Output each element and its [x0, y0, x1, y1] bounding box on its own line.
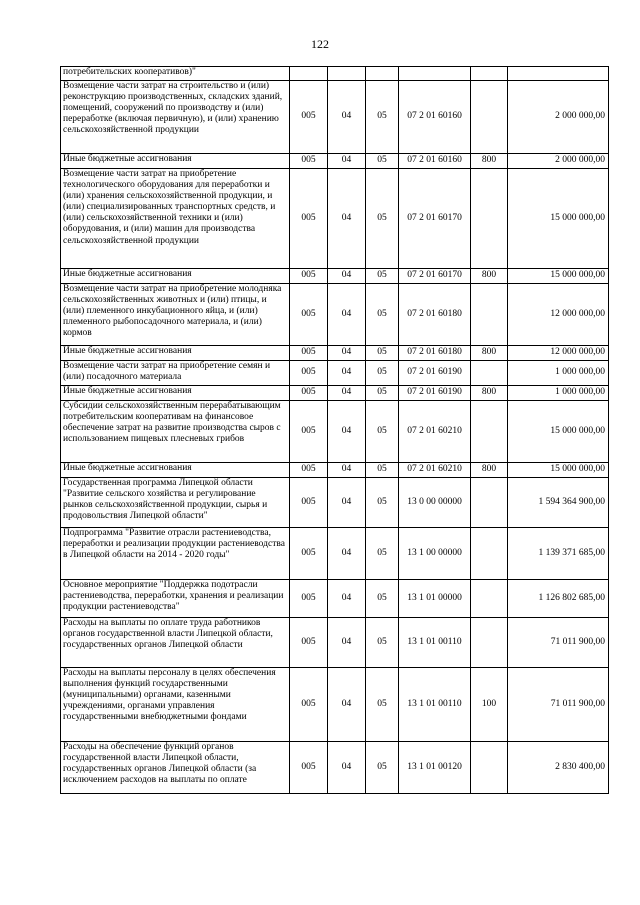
subsection-code: 05 [366, 154, 399, 169]
ministry-code: 005 [290, 361, 328, 386]
table-row [61, 478, 609, 528]
row-name: Подпрограмма "Развитие отрасли растениеводства, переработки и реализации продукции растениеводства в Липецкой области на 2014 - 2020 годы" [61, 528, 290, 580]
ministry-code: 005 [290, 528, 328, 580]
expense-type-code [471, 580, 508, 618]
expense-type-code [471, 67, 508, 81]
subsection-code: 05 [366, 284, 399, 346]
amount: 12 000 000,00 [508, 284, 609, 346]
amount: 1 126 802 685,00 [508, 580, 609, 618]
ministry-code: 005 [290, 269, 328, 284]
table-row [61, 269, 609, 284]
target-code [399, 67, 471, 81]
table-row [61, 361, 609, 386]
subsection-code: 05 [366, 478, 399, 528]
target-code: 13 1 01 00000 [399, 580, 471, 618]
amount: 12 000 000,00 [508, 346, 609, 361]
subsection-code: 05 [366, 81, 399, 154]
row-name: Иные бюджетные ассигнования [61, 154, 290, 169]
page-number: 122 [311, 37, 329, 51]
section-code: 04 [328, 269, 366, 284]
target-code: 13 0 00 00000 [399, 478, 471, 528]
target-code: 07 2 01 60190 [399, 386, 471, 401]
table-row [61, 81, 609, 154]
expense-type-code [471, 742, 508, 794]
target-code: 13 1 01 00110 [399, 668, 471, 742]
amount: 1 000 000,00 [508, 386, 609, 401]
section-code: 04 [328, 81, 366, 154]
ministry-code: 005 [290, 618, 328, 668]
amount [508, 67, 609, 81]
ministry-code: 005 [290, 284, 328, 346]
table-row [61, 67, 609, 81]
section-code: 04 [328, 528, 366, 580]
table-row [61, 618, 609, 668]
subsection-code [366, 67, 399, 81]
expense-type-code [471, 401, 508, 463]
row-name: Возмещение части затрат на приобретение технологического оборудования для переработки и (или) хранения сельскохозяйственной продукции, и (или) специализированных транспортных средств, и (или) сельскохозяйственной техники и (или) оборудования, и (или) машин для производства сельскохозяйственной продукции [61, 169, 290, 269]
amount: 71 011 900,00 [508, 618, 609, 668]
ministry-code: 005 [290, 346, 328, 361]
subsection-code: 05 [366, 742, 399, 794]
subsection-code: 05 [366, 269, 399, 284]
amount: 15 000 000,00 [508, 401, 609, 463]
expense-type-code: 800 [471, 463, 508, 478]
subsection-code: 05 [366, 580, 399, 618]
row-name: Расходы на обеспечение функций органов государственной власти Липецкой области, государственных органов Липецкой области (за исключением расходов на выплаты по оплате [61, 742, 290, 794]
expense-type-code: 800 [471, 269, 508, 284]
target-code: 07 2 01 60180 [399, 346, 471, 361]
table-row [61, 346, 609, 361]
row-name: потребительских кооперативов)" [61, 67, 290, 81]
amount: 2 000 000,00 [508, 81, 609, 154]
subsection-code: 05 [366, 361, 399, 386]
section-code: 04 [328, 463, 366, 478]
amount: 71 011 900,00 [508, 668, 609, 742]
target-code: 07 2 01 60170 [399, 269, 471, 284]
amount: 1 594 364 900,00 [508, 478, 609, 528]
row-name: Возмещение части затрат на строительство и (или) реконструкцию производственных, складских зданий, помещений, сооружений по производству и (или) переработке (включая первичную), и (или) хранению сельскохозяйственной продукции [61, 81, 290, 154]
budget-table-body [61, 67, 609, 794]
target-code: 07 2 01 60180 [399, 284, 471, 346]
row-name: Государственная программа Липецкой области "Развитие сельского хозяйства и регулирование рынков сельскохозяйственной продукции, сырья и продовольствия Липецкой области" [61, 478, 290, 528]
target-code: 07 2 01 60170 [399, 169, 471, 269]
target-code: 07 2 01 60190 [399, 361, 471, 386]
amount: 2 830 400,00 [508, 742, 609, 794]
table-row [61, 154, 609, 169]
subsection-code: 05 [366, 618, 399, 668]
row-name: Возмещение части затрат на приобретение молодняка сельскохозяйственных животных и (или) птицы, и (или) племенного инкубационного яйца, и (или) племенного рыбопосадочного материала, и (или) кормов [61, 284, 290, 346]
table-row [61, 284, 609, 346]
ministry-code: 005 [290, 742, 328, 794]
subsection-code: 05 [366, 169, 399, 269]
table-row [61, 386, 609, 401]
table-row [61, 463, 609, 478]
row-name: Иные бюджетные ассигнования [61, 346, 290, 361]
section-code: 04 [328, 361, 366, 386]
table-row [61, 742, 609, 794]
amount: 15 000 000,00 [508, 169, 609, 269]
subsection-code: 05 [366, 528, 399, 580]
subsection-code: 05 [366, 401, 399, 463]
ministry-code: 005 [290, 401, 328, 463]
table-row [61, 580, 609, 618]
target-code: 07 2 01 60210 [399, 401, 471, 463]
section-code: 04 [328, 742, 366, 794]
section-code: 04 [328, 618, 366, 668]
budget-table [60, 66, 609, 794]
target-code: 07 2 01 60210 [399, 463, 471, 478]
ministry-code: 005 [290, 478, 328, 528]
row-name: Иные бюджетные ассигнования [61, 463, 290, 478]
target-code: 13 1 01 00110 [399, 618, 471, 668]
amount: 2 000 000,00 [508, 154, 609, 169]
row-name: Субсидии сельскохозяйственным перерабатывающим потребительским кооперативам на финансовое обеспечение затрат на развитие производства сыров с использованием пищевых плесневых грибов [61, 401, 290, 463]
expense-type-code [471, 361, 508, 386]
ministry-code: 005 [290, 668, 328, 742]
expense-type-code [471, 284, 508, 346]
target-code: 07 2 01 60160 [399, 81, 471, 154]
row-name: Основное мероприятие "Поддержка подотрасли растениеводства, переработки, хранения и реализации продукции растениеводства" [61, 580, 290, 618]
ministry-code: 005 [290, 169, 328, 269]
subsection-code: 05 [366, 668, 399, 742]
ministry-code [290, 67, 328, 81]
amount: 1 000 000,00 [508, 361, 609, 386]
expense-type-code [471, 169, 508, 269]
target-code: 13 1 00 00000 [399, 528, 471, 580]
expense-type-code: 800 [471, 386, 508, 401]
subsection-code: 05 [366, 386, 399, 401]
row-name: Иные бюджетные ассигнования [61, 386, 290, 401]
expense-type-code [471, 528, 508, 580]
table-row [61, 401, 609, 463]
section-code [328, 67, 366, 81]
expense-type-code: 100 [471, 668, 508, 742]
expense-type-code [471, 478, 508, 528]
section-code: 04 [328, 154, 366, 169]
target-code: 13 1 01 00120 [399, 742, 471, 794]
row-name: Расходы на выплаты персоналу в целях обеспечения выполнения функций государственными (муниципальными) органами, казенными учреждениями, органами управления государственными внебюджетными фондами [61, 668, 290, 742]
ministry-code: 005 [290, 386, 328, 401]
section-code: 04 [328, 401, 366, 463]
ministry-code: 005 [290, 580, 328, 618]
expense-type-code: 800 [471, 346, 508, 361]
subsection-code: 05 [366, 463, 399, 478]
section-code: 04 [328, 580, 366, 618]
section-code: 04 [328, 284, 366, 346]
table-row [61, 169, 609, 269]
subsection-code: 05 [366, 346, 399, 361]
section-code: 04 [328, 346, 366, 361]
amount: 15 000 000,00 [508, 269, 609, 284]
amount: 15 000 000,00 [508, 463, 609, 478]
row-name: Возмещение части затрат на приобретение семян и (или) посадочного материала [61, 361, 290, 386]
ministry-code: 005 [290, 463, 328, 478]
section-code: 04 [328, 478, 366, 528]
row-name: Расходы на выплаты по оплате труда работников органов государственной власти Липецкой области, государственных органов Липецкой области [61, 618, 290, 668]
section-code: 04 [328, 668, 366, 742]
ministry-code: 005 [290, 81, 328, 154]
row-name: Иные бюджетные ассигнования [61, 269, 290, 284]
target-code: 07 2 01 60160 [399, 154, 471, 169]
table-row [61, 528, 609, 580]
expense-type-code: 800 [471, 154, 508, 169]
expense-type-code [471, 81, 508, 154]
ministry-code: 005 [290, 154, 328, 169]
expense-type-code [471, 618, 508, 668]
section-code: 04 [328, 169, 366, 269]
amount: 1 139 371 685,00 [508, 528, 609, 580]
table-row [61, 668, 609, 742]
section-code: 04 [328, 386, 366, 401]
